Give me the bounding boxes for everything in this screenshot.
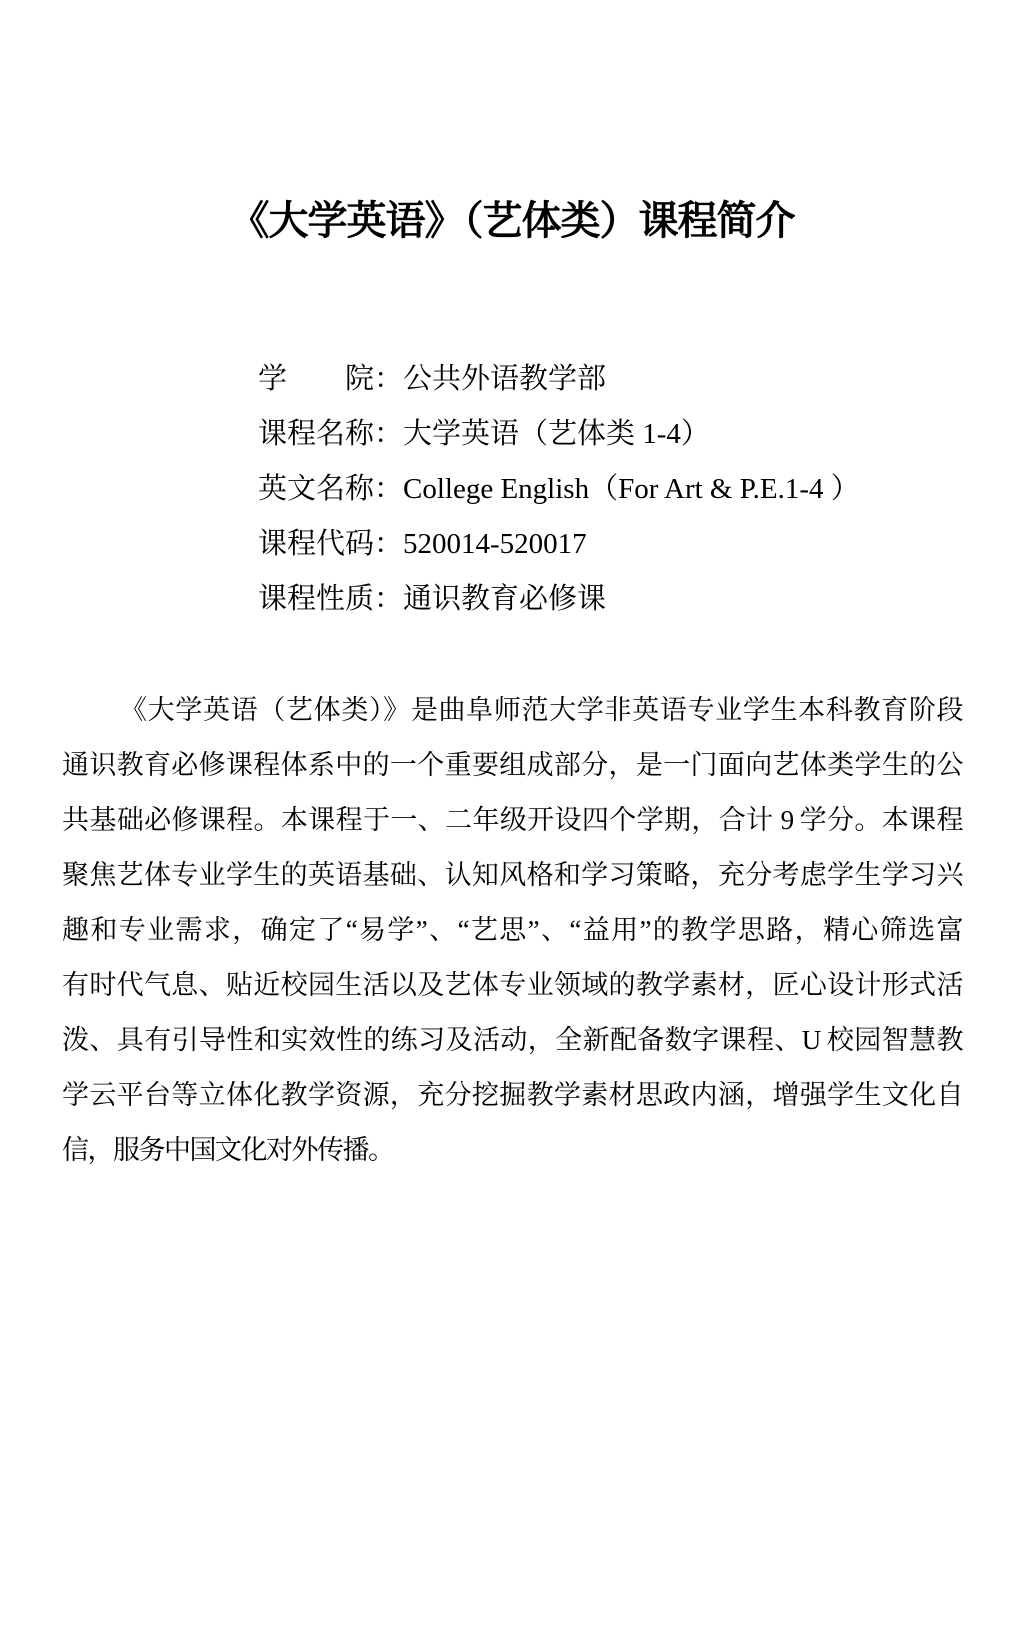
- paragraph-line-8: 学云平台等立体化教学资源，充分挖掘教学素材思政内涵，增强学生文化自: [62, 1080, 962, 1110]
- field-value-english-name: College English（For Art & P.E.1-4 ）: [403, 473, 860, 505]
- field-label-course-type: 课程性质：: [258, 583, 404, 615]
- field-label-course-name: 课程名称：: [258, 418, 404, 450]
- course-info-list: [62, 352, 962, 627]
- paragraph-line-7: 泼、具有引导性和实效性的练习及活动，全新配备数字课程、U 校园智慧教: [62, 1025, 962, 1055]
- paragraph-line-9: 信，服务中国文化对外传播。: [62, 1135, 394, 1165]
- paragraph-line-2: 通识教育必修课程体系中的一个重要组成部分，是一门面向艺体类学生的公: [62, 750, 962, 780]
- paragraph-line-1: 《大学英语（艺体类）》是曲阜师范大学非英语专业学生本科教育阶段: [120, 695, 962, 725]
- field-value-course-type: 通识教育必修课: [403, 583, 607, 615]
- field-value-department: 公共外语教学部: [403, 363, 607, 395]
- field-row-course-code: [258, 517, 962, 572]
- paragraph-line-6: 有时代气息、贴近校园生活以及艺体专业领域的教学素材，匠心设计形式活: [62, 970, 962, 1000]
- field-label-department: 学 院：: [258, 363, 404, 395]
- field-row-course-type: [258, 572, 962, 627]
- field-value-course-code: 520014-520017: [403, 528, 587, 560]
- field-row-english-name: [258, 462, 962, 517]
- field-label-course-code: 课程代码：: [258, 528, 404, 560]
- paragraph-line-3: 共基础必修课程。本课程于一、二年级开设四个学期，合计 9 学分。本课程: [62, 805, 962, 835]
- field-label-english-name: 英文名称：: [258, 473, 404, 505]
- paragraph-line-4: 聚焦艺体专业学生的英语基础、认知风格和学习策略，充分考虑学生学习兴: [62, 860, 962, 890]
- field-value-course-name: 大学英语（艺体类 1-4）: [403, 418, 710, 450]
- field-row-course-name: [258, 407, 962, 462]
- page-title: 《大学英语》（艺体类）课程简介: [229, 199, 795, 243]
- course-description: [62, 683, 962, 1178]
- course-intro-page: [0, 193, 1024, 1640]
- field-row-department: [258, 352, 962, 407]
- paragraph-line-5: 趣和专业需求，确定了“易学”、“艺思”、“益用”的教学思路，精心筛选富: [62, 915, 962, 945]
